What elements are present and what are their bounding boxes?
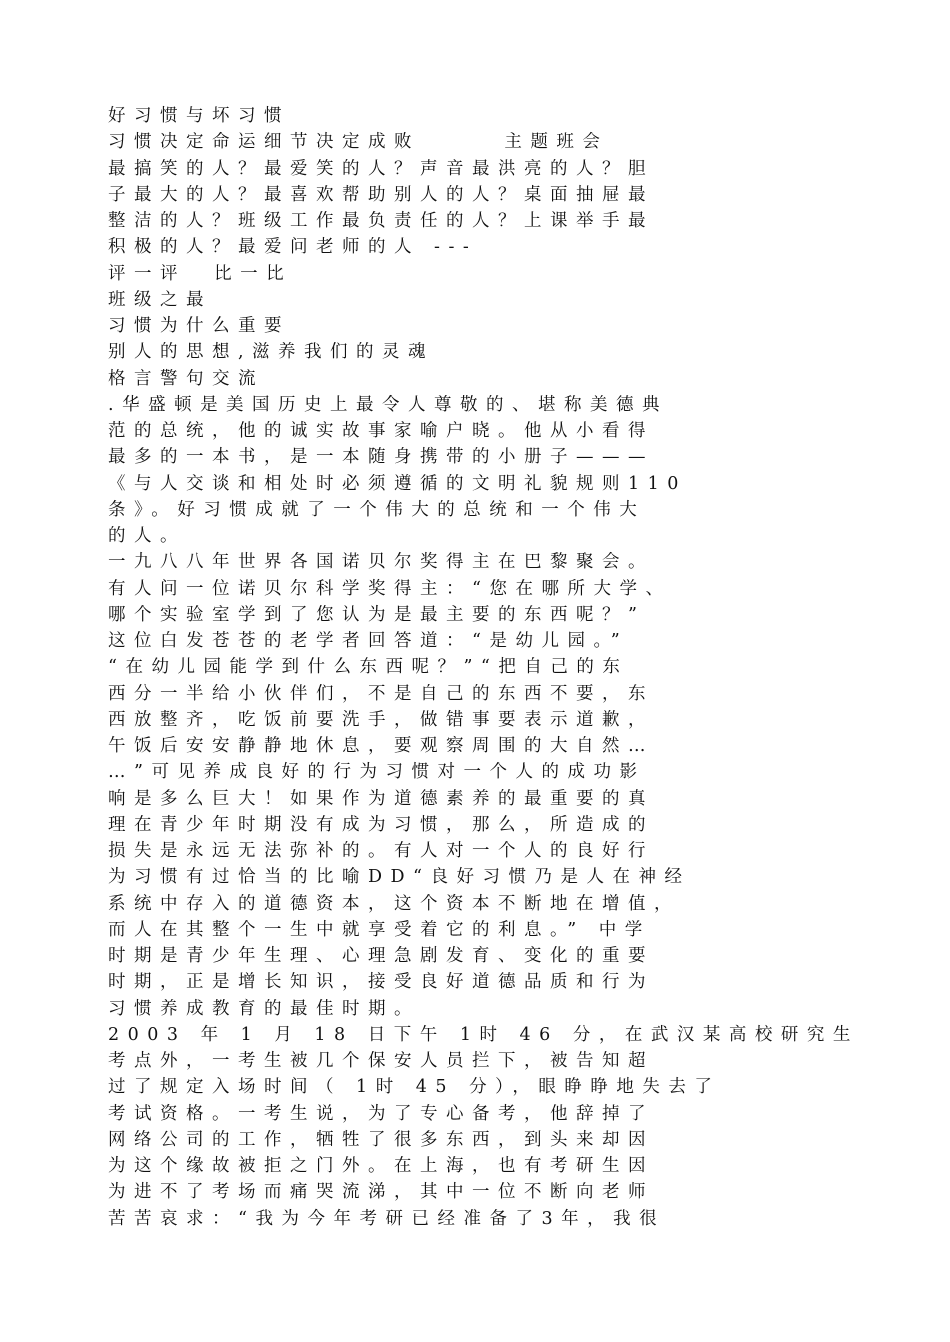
text-line: 哪个实验室学到了您认为是最主要的东西呢？”	[108, 604, 646, 625]
text-line: 考试资格。一考生说，为了专心备考，他辞掉了	[108, 1103, 654, 1124]
text-line: 条》。好习惯成就了一个伟大的总统和一个伟大	[108, 499, 646, 520]
text-line: 积极的人？最爱问老师的人 ---	[108, 237, 478, 258]
text-line: 为这个缘故被拒之门外。在上海，也有考研生因	[108, 1156, 654, 1176]
text-line: 班级之最	[108, 289, 212, 310]
text-line: 的人。	[108, 526, 186, 546]
text-line: 为进不了考场而痛哭流涕，其中一位不断向老师	[108, 1182, 654, 1203]
text-line: 西放整齐，吃饭前要洗手，做错事要表示道歉，	[108, 709, 654, 730]
text-line: 别人的思想,滋养我们的灵魂	[108, 342, 435, 363]
text-line: 这位白发苍苍的老学者回答道：“是幼儿园。”	[108, 631, 629, 651]
text-line: 习惯养成教育的最佳时期。	[108, 998, 420, 1019]
text-line: 而人在其整个一生中就享受着它的利息。” 中学	[108, 919, 651, 940]
text-line: 范的总统，他的诚实故事家喻户晓。他从小看得	[108, 421, 654, 441]
text-line: 损失是永远无法弥补的。有人对一个人的良好行	[108, 841, 654, 861]
text-line: 西分一半给小伙伴们，不是自己的东西不要，东	[108, 683, 654, 704]
text-line: 最搞笑的人？最爱笑的人？声音最洪亮的人？胆	[108, 158, 654, 179]
document-page	[108, 103, 868, 1232]
text-line: “在幼儿园能学到什么东西呢？”“把自己的东	[108, 657, 629, 678]
text-line: 午饭后安安静静地休息，要观察周围的大自然…	[108, 736, 654, 756]
text-line: 时期，正是增长知识，接受良好道德品质和行为	[108, 972, 654, 993]
text-line: 时期是青少年生理、心理急剧发育、变化的重要	[108, 946, 654, 966]
text-line: 响是多么巨大！如果作为道德素养的最重要的真	[108, 788, 654, 809]
text-line: .华盛顿是美国历史上最令人尊敬的、堪称美德典	[108, 394, 669, 415]
text-line: 系统中存入的道德资本，这个资本不断地在增值，	[108, 893, 680, 914]
text-line: 子最大的人？最喜欢帮助别人的人？桌面抽屉最	[108, 184, 654, 205]
text-line: 2003 年 1 月 18 日下午 1时 46 分，在武汉某高校研究生	[108, 1024, 859, 1045]
text-line: 过了规定入场时间（ 1时 45 分），眼睁睁地失去了	[108, 1077, 721, 1098]
text-line: 好习惯与坏习惯	[108, 106, 290, 126]
text-line: 网络公司的工作，牺牲了很多东西，到头来却因	[108, 1129, 654, 1150]
text-line: 有人问一位诺贝尔科学奖得主：“您在哪所大学、	[108, 578, 672, 599]
text-line: 整洁的人？班级工作最负责任的人？上课举手最	[108, 211, 654, 231]
text-line: 考点外，一考生被几个保安人员拦下，被告知超	[108, 1051, 654, 1071]
text-line: 《与人交谈和相处时必须遵循的文明礼貌规则110	[108, 473, 687, 494]
text-line: 理在青少年时期没有成为习惯，那么，所造成的	[108, 814, 654, 835]
text-line: 为习惯有过恰当的比喻DD“良好习惯乃是人在神经	[108, 867, 691, 888]
text-line: 习惯决定命运细节决定成败 主题班会	[108, 132, 609, 153]
text-line: 格言警句交流	[108, 368, 264, 389]
text-line: 习惯为什么重要	[108, 316, 290, 336]
text-line: 苦苦哀求：“我为今年考研已经准备了3年，我很	[108, 1208, 666, 1229]
text-line: 评一评 比一比	[108, 263, 293, 284]
text-line: 一九八八年世界各国诺贝尔奖得主在巴黎聚会。	[108, 552, 654, 573]
text-line: 最多的一本书，是一本随身携带的小册子———	[108, 447, 654, 468]
text-line: …”可见养成良好的行为习惯对一个人的成功影	[108, 762, 646, 783]
